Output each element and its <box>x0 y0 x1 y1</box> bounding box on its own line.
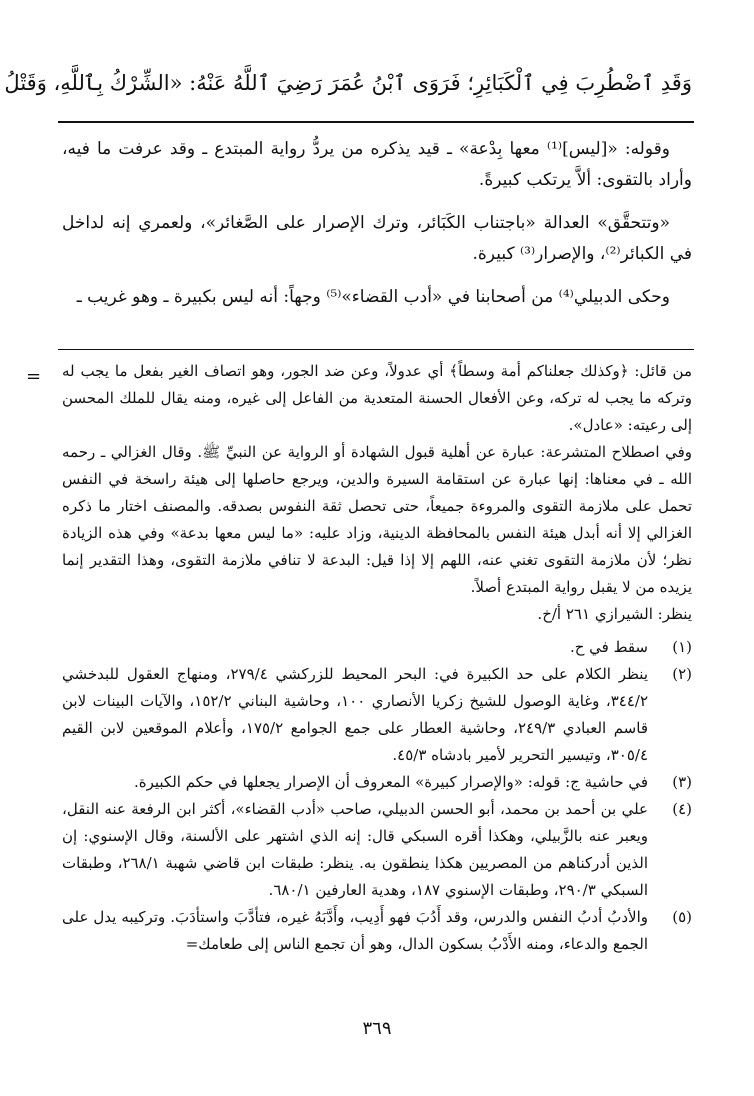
continuation-mark: = <box>26 366 42 387</box>
footnote-4 <box>62 796 692 904</box>
footnote-1 <box>62 634 692 661</box>
numbered-notes <box>62 634 692 958</box>
footnote-text: علي بن أحمد بن محمد، أبو الحسن الدبيلي، صاحب «أدب القضاء»، أكثر ابن الرفعة عنه النقل، ويعبر عنه بالزَّبيلي، وهكذا أقره السبكي قال: إنه الذي اشتهر على الألسنة، وقال الإسنوي: إن الذين أدركناهم من المصريين هكذا ينطقون به. ينظر: طبقات ابن قاضي شهبة ٢٦٨/١، وطبقات السبكي ٢٩٠/٣، وطبقات الإسنوي ١٨٧، وهدية العارفين ٦٨٠/١. <box>62 800 649 899</box>
footnote-number: (٢) <box>672 665 692 683</box>
footnote-continuation-2: وفي اصطلاح المتشرعة: عبارة عن أهلية قبول الشهادة أو الرواية عن النبيِّ ﷺ. وقال الغزالي ـ رحمه الله ـ في معناها: إنها عبارة عن استقامة السيرة والدين، ويرجع حاصلها إلى هيئة راسخة في النفس تحمل على ملازمة التقوى والمروءة جميعاً، حتى تحصل ثقة النفوس بصدقه. والمصنف اختار ما ذكره الغزالي إلا أنه أبدل هيئة النفس بالمحافظة الدينية، وزاد عليه: «ما ليس معها بدعة» وفي هذه الزيادة نظر؛ لأن ملازمة التقوى تغني عنه، اللهم إلا إذا قيل: البدعة لا تنافي ملازمة التقوى، وهذا التقدير إنما يزيده من لا يقبل رواية المبتدع أصلاً. <box>62 443 692 596</box>
footnote-text: في حاشية ج: قوله: «والإصرار كبيرة» المعروف أن الإصرار يجعلها في حكم الكبيرة. <box>133 773 648 791</box>
footnote-number: (٥) <box>672 908 692 926</box>
footnote-number: (١) <box>672 638 692 656</box>
main-text <box>62 134 692 313</box>
footnote-divider <box>58 349 694 350</box>
header-divider <box>58 121 694 123</box>
footnote-text: سقط في ح. <box>569 638 648 656</box>
footnote-continuation-1: من قائل: ﴿وكذلك جعلناكم أمة وسطاً﴾ أي عدولاً، وعن ضد الجور، وهو اتصاف الغير بفعل ما يجب له وتركه ما يجب له تركه، وعن الأفعال الحسنة المتعدية من الفاعل إلى غيره، ومنه يقال للملك المحسن إلى رعيته: «عادل». <box>62 362 692 434</box>
main-paragraph-3: وحكى الدبيلي⁽⁴⁾ من أصحابنا في «أدب القضاء»⁽⁵⁾ وجهاً: أنه ليس بكبيرة ـ وهو غريب ـ <box>76 287 670 307</box>
page-number: ٣٦٩ <box>362 1018 392 1039</box>
verse-header: وَقَدِ ٱضْطُرِبَ فِي ٱلْكَبَائِرِ؛ فَرَوَى ٱبْنُ عُمَرَ رَضِيَ ٱللَّهُ عَنْهُ: «الشِّرْكُ بِٱللَّهِ، وَقَتْلُ <box>4 71 692 95</box>
footnote-2 <box>62 661 692 769</box>
footnotes <box>62 358 692 958</box>
main-paragraph-2: «وتتحقَّق» العدالة «باجتناب الكَبَائر، وترك الإصرار على الصَّغائر»، ولعمري إنه لداخل في الكبائر⁽²⁾، والإصرار⁽³⁾ كبيرة. <box>62 213 692 264</box>
footnote-text: والأدبُ أدبُ النفس والدرس، وقد أَدُبَ فهو أَدِيب، وأَدَّبَهُ غيره، فتأدَّبَ واستأدَبَ. وتركيبه يدل على الجمع والدعاء، ومنه الأَدْبُ بسكون الدال، وهو أن تجمع الناس إلى طعامك= <box>62 908 648 953</box>
footnote-continuation-3: ينظر: الشيرازي ٢٦١ أ/خ. <box>537 605 692 623</box>
footnote-number: (٣) <box>672 773 692 791</box>
footnote-number: (٤) <box>672 800 692 818</box>
footnote-3 <box>62 769 692 796</box>
footnote-5 <box>62 904 692 958</box>
main-paragraph-1: وقوله: «[ليس]⁽¹⁾ معها بِدْعة» ـ قيد يذكره من يردُّ رواية المبتدع ـ وقد عرفت ما فيه، وأراد بالتقوى: ألاَّ يرتكب كبيرةً. <box>62 139 692 190</box>
footnote-text: ينظر الكلام على حد الكبيرة في: البحر المحيط للزركشي ٢٧٩/٤، ومنهاج العقول للبدخشي ٣٤٤/٢، وغاية الوصول للشيخ زكريا الأنصاري ١٠٠، وحاشية البناني ١٥٢/٢، والآيات البينات لابن قاسم العبادي ٢٤٩/٣، وحاشية العطار على جمع الجوامع ١٧٥/٢، وأعلام الموقعين لابن القيم ٣٠٥/٤، وتيسير التحرير لأمير بادشاه ٤٥/٣. <box>62 665 648 764</box>
